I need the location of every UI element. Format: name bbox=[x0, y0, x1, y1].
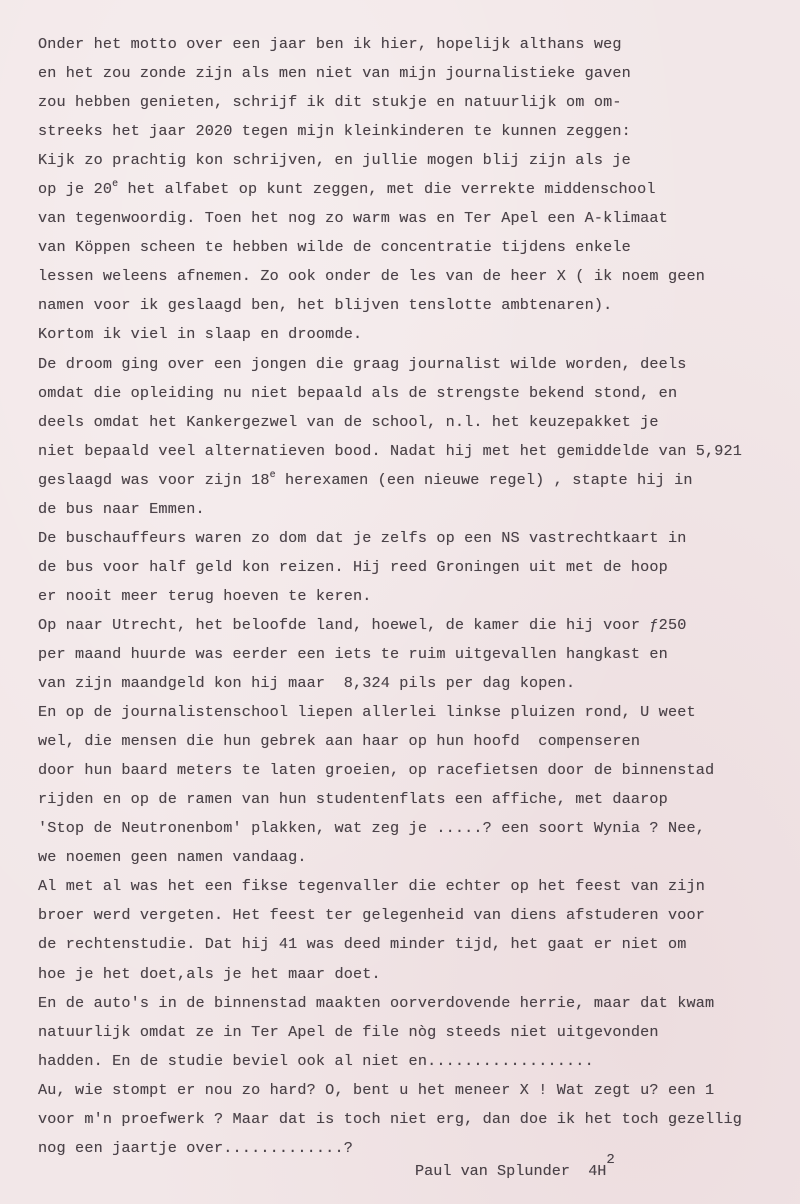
text-line: niet bepaald veel alternatieven bood. Nadat hij met het gemiddelde van 5,921 bbox=[38, 441, 743, 460]
text-line: nog een jaartje over.............? bbox=[38, 1138, 353, 1157]
text-line: 'Stop de Neutronenbom' plakken, wat zeg je .....? een soort Wynia ? Nee, bbox=[38, 819, 706, 838]
text-line: van Köppen scheen te hebben wilde de concentratie tijdens enkele bbox=[38, 238, 631, 257]
text-line: En op de journalistenschool liepen allerlei linkse pluizen rond, U weet bbox=[38, 703, 696, 722]
text-line: hadden. En de studie beviel ook al niet en.................. bbox=[38, 1051, 594, 1070]
text-line: wel, die mensen die hun gebrek aan haar op hun hoofd compenseren bbox=[38, 732, 641, 751]
text-line: De buschauffeurs waren zo dom dat je zelfs op een NS vastrechtkaart in bbox=[38, 528, 687, 547]
text-line: zou hebben genieten, schrijf ik dit stukje en natuurlijk om om- bbox=[38, 93, 622, 112]
text-line: door hun baard meters te laten groeien, op racefietsen door de binnenstad bbox=[38, 761, 715, 780]
text-line: we noemen geen namen vandaag. bbox=[38, 848, 307, 867]
text-line: hoe je het doet,als je het maar doet. bbox=[38, 964, 381, 983]
typewritten-text bbox=[38, 30, 783, 1163]
text-line: Kijk zo prachtig kon schrijven, en jullie mogen blij zijn als je bbox=[38, 151, 631, 170]
text-line: broer werd vergeten. Het feest ter gelegenheid van diens afstuderen voor bbox=[38, 906, 706, 925]
text-line: Au, wie stompt er nou zo hard? O, bent u het meneer X ! Wat zegt u? een 1 bbox=[38, 1080, 715, 1099]
text-line: de rechtenstudie. Dat hij 41 was deed minder tijd, het gaat er niet om bbox=[38, 935, 687, 954]
text-segment: het alfabet op kunt zeggen, met die verrekte middenschool bbox=[118, 180, 656, 199]
text-line: Al met al was het een fikse tegenvaller die echter op het feest van zijn bbox=[38, 877, 706, 896]
text-segment: geslaagd was voor zijn 18 bbox=[38, 470, 270, 489]
text-line: Onder het motto over een jaar ben ik hier, hopelijk althans weg bbox=[38, 35, 622, 53]
author-class: 4H bbox=[588, 1162, 607, 1180]
text-line: per maand huurde was eerder een iets te ruim uitgevallen hangkast en bbox=[38, 644, 668, 663]
text-line: streeks het jaar 2020 tegen mijn kleinkinderen te kunnen zeggen: bbox=[38, 122, 631, 141]
text-line: de bus naar Emmen. bbox=[38, 499, 205, 518]
text-line: rijden en op de ramen van hun studentenflats een affiche, met daarop bbox=[38, 790, 668, 809]
text-line: Op naar Utrecht, het beloofde land, hoewel, de kamer die hij voor ƒ250 bbox=[38, 615, 687, 634]
text-line: voor m'n proefwerk ? Maar dat is toch niet erg, dan doe ik het toch gezellig bbox=[38, 1109, 743, 1128]
text-line bbox=[38, 466, 783, 495]
text-line: natuurlijk omdat ze in Ter Apel de file nòg steeds niet uitgevonden bbox=[38, 1022, 659, 1041]
text-line: van tegenwoordig. Toen het nog zo warm was en Ter Apel een A-klimaat bbox=[38, 209, 668, 228]
text-line: en het zou zonde zijn als men niet van mijn journalistieke gaven bbox=[38, 64, 631, 83]
text-line: Kortom ik viel in slaap en droomde. bbox=[38, 325, 363, 344]
text-line: lessen weleens afnemen. Zo ook onder de les van de heer X ( ik noem geen bbox=[38, 267, 706, 286]
text-segment: herexamen (een nieuwe regel) , stapte hij in bbox=[275, 470, 693, 489]
text-segment: op je 20 bbox=[38, 180, 113, 199]
text-line bbox=[38, 175, 783, 204]
text-line: deels omdat het Kankergezwel van de school, n.l. het keuzepakket je bbox=[38, 412, 659, 431]
text-line: En de auto's in de binnenstad maakten oorverdovende herrie, maar dat kwam bbox=[38, 993, 715, 1012]
text-line: De droom ging over een jongen die graag journalist wilde worden, deels bbox=[38, 354, 687, 373]
text-line: er nooit meer terug hoeven te keren. bbox=[38, 586, 372, 605]
superscript: e bbox=[112, 179, 119, 191]
author-name: Paul van Splunder bbox=[415, 1162, 570, 1180]
text-line: van zijn maandgeld kon hij maar 8,324 pils per dag kopen. bbox=[38, 674, 576, 693]
text-line: de bus voor half geld kon reizen. Hij reed Groningen uit met de hoop bbox=[38, 557, 668, 576]
signature bbox=[415, 1152, 615, 1180]
author-class-superscript: 2 bbox=[606, 1152, 615, 1168]
text-line: namen voor ik geslaagd ben, het blijven tenslotte ambtenaren). bbox=[38, 296, 613, 315]
text-line: omdat die opleiding nu niet bepaald als de strengste bekend stond, en bbox=[38, 383, 678, 402]
superscript: e bbox=[269, 469, 276, 481]
